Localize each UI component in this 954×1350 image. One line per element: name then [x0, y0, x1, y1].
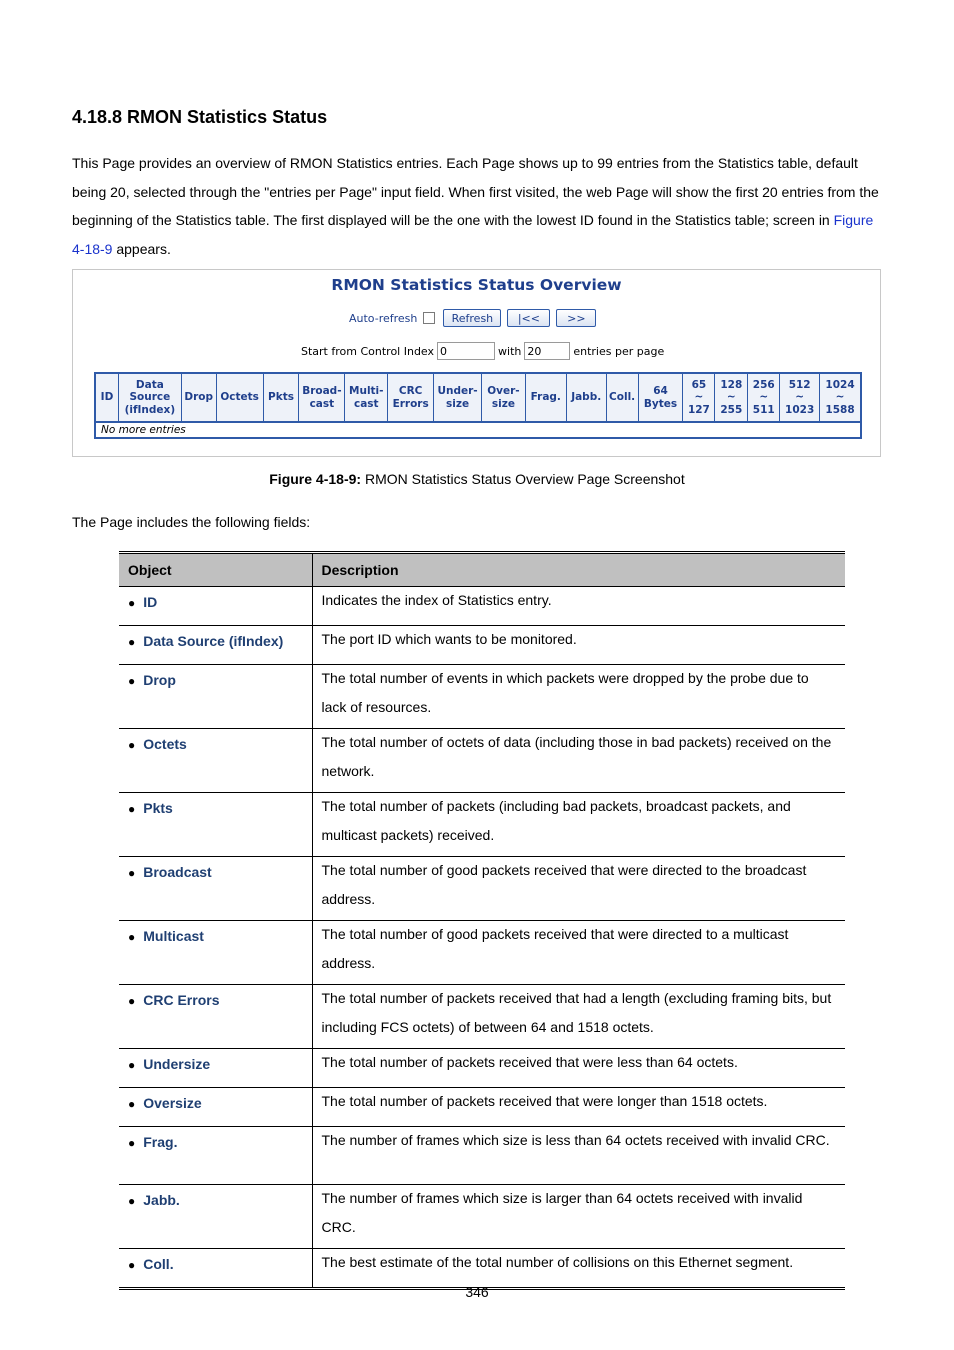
object-cell — [119, 587, 312, 626]
description-cell — [312, 857, 845, 921]
object-cell — [119, 1185, 312, 1249]
start-index-row — [301, 341, 664, 361]
empty-entries-row: No more entries — [101, 424, 186, 436]
col-drop: Drop — [182, 374, 217, 421]
object-cell — [119, 1049, 312, 1088]
description-cell — [312, 985, 845, 1049]
description-cell — [312, 1127, 845, 1185]
bullet-icon: ● — [128, 1097, 136, 1111]
next-page-button[interactable]: >> — [556, 309, 596, 327]
object-cell — [119, 1249, 312, 1289]
table-row — [119, 793, 845, 857]
description-text: The total number of events in which packets were dropped by the probe due to lack of resources. — [321, 670, 809, 715]
first-page-button[interactable]: |<< — [507, 309, 550, 327]
table-row — [119, 1088, 845, 1127]
header-description: Description — [312, 553, 845, 587]
object-name: CRC Errors — [143, 992, 220, 1008]
header-object: Object — [119, 553, 312, 587]
bullet-icon: ● — [128, 802, 136, 816]
control-row — [349, 308, 602, 328]
bullet-icon: ● — [128, 596, 136, 610]
description-text: The total number of good packets received that were directed to the broadcast address. — [321, 862, 807, 907]
description-text: The total number of packets (including bad packets, broadcast packets, and multicast packets) received. — [321, 798, 791, 843]
table-row — [119, 1185, 845, 1249]
col-512-1023: 512 ~ 1023 — [780, 374, 820, 421]
object-cell — [119, 985, 312, 1049]
description-text: The total number of packets received that were longer than 1518 octets. — [321, 1093, 768, 1109]
col-jabb: Jabb. — [567, 374, 607, 421]
table-header-row — [119, 553, 845, 587]
object-name: Undersize — [143, 1056, 211, 1072]
description-text: The total number of octets of data (including those in bad packets) received on the network. — [321, 734, 832, 779]
fields-intro: The Page includes the following fields: — [72, 514, 311, 530]
description-text: The best estimate of the total number of collisions on this Ethernet segment. — [321, 1254, 794, 1270]
col-64-bytes: 64 Bytes — [639, 374, 684, 421]
figure-title: RMON Statistics Status Overview — [331, 276, 622, 294]
col-broadcast: Broad- cast — [299, 374, 345, 421]
object-cell — [119, 921, 312, 985]
object-name: Coll. — [143, 1256, 174, 1272]
col-oversize: Over- size — [482, 374, 526, 421]
col-undersize: Under- size — [434, 374, 482, 421]
object-name: Data Source (ifIndex) — [143, 633, 284, 649]
description-cell — [312, 626, 845, 665]
caption-label: Figure 4-18-9: — [269, 471, 362, 487]
object-cell — [119, 665, 312, 729]
col-coll: Coll. — [607, 374, 639, 421]
description-cell — [312, 1049, 845, 1088]
object-name: Octets — [143, 736, 187, 752]
object-cell — [119, 729, 312, 793]
bullet-icon: ● — [128, 738, 136, 752]
fields-table — [119, 551, 845, 1290]
bullet-icon: ● — [128, 1058, 136, 1072]
description-text: The number of frames which size is less than 64 octets received with invalid CRC. — [321, 1132, 830, 1148]
auto-refresh-label: Auto-refresh — [349, 311, 418, 325]
description-cell — [312, 1185, 845, 1249]
bullet-icon: ● — [128, 635, 136, 649]
entries-per-page-label: entries per page — [573, 344, 665, 358]
description-cell — [312, 665, 845, 729]
table-row — [119, 587, 845, 626]
statistics-table — [94, 372, 862, 439]
statistics-header-row — [96, 374, 860, 423]
intro-paragraph — [72, 149, 887, 264]
auto-refresh-checkbox[interactable] — [423, 312, 435, 324]
col-id: ID — [96, 374, 119, 421]
entries-per-page-input[interactable]: 20 — [524, 342, 570, 360]
page-number: 346 — [465, 1284, 489, 1300]
table-row — [119, 729, 845, 793]
bullet-icon: ● — [128, 866, 136, 880]
figure-caption — [0, 471, 954, 487]
description-text: Indicates the index of Statistics entry. — [321, 592, 552, 608]
bullet-icon: ● — [128, 1136, 136, 1150]
object-cell — [119, 626, 312, 665]
object-name: Multicast — [143, 928, 204, 944]
object-cell — [119, 1088, 312, 1127]
bullet-icon: ● — [128, 994, 136, 1008]
description-text: The total number of packets received that had a length (excluding framing bits, but including FCS octets) of between 64 and 1518 octets. — [321, 990, 832, 1035]
description-text: The number of frames which size is larger than 64 octets received with invalid CRC. — [321, 1190, 803, 1235]
object-name: Broadcast — [143, 864, 212, 880]
bullet-icon: ● — [128, 1258, 136, 1272]
description-cell — [312, 1088, 845, 1127]
caption-text: RMON Statistics Status Overview Page Screenshot — [361, 471, 685, 487]
intro-text: This Page provides an overview of RMON Statistics entries. Each Page shows up to 99 entries from the Statistics table, default being 20, selected through the "entries per Page" input field. When first visited, the web Page will show the first 20 entries from the beginning of the Statistics table. The first displayed will be the one with the lowest ID found in the Statistics table; screen in — [72, 155, 879, 229]
col-frag: Frag. — [526, 374, 567, 421]
section-heading: 4.18.8 RMON Statistics Status — [72, 107, 328, 127]
col-pkts: Pkts — [264, 374, 300, 421]
col-256-511: 256 ~ 511 — [748, 374, 780, 421]
table-row — [119, 1127, 845, 1185]
description-cell — [312, 729, 845, 793]
bullet-icon: ● — [128, 1194, 136, 1208]
object-name: Pkts — [143, 800, 173, 816]
start-index-input[interactable]: 0 — [437, 342, 495, 360]
intro-text-end: appears. — [112, 241, 171, 258]
object-name: Jabb. — [143, 1192, 180, 1208]
col-65-127: 65 ~ 127 — [683, 374, 715, 421]
bullet-icon: ● — [128, 674, 136, 688]
col-crc-errors: CRC Errors — [388, 374, 434, 421]
description-cell — [312, 587, 845, 626]
object-name: ID — [143, 594, 158, 610]
table-row — [119, 665, 845, 729]
table-row — [119, 857, 845, 921]
table-row — [119, 985, 845, 1049]
col-128-255: 128 ~ 255 — [715, 374, 748, 421]
figure-screenshot — [72, 269, 881, 457]
start-index-label: Start from Control Index — [301, 344, 435, 358]
description-text: The total number of packets received that were less than 64 octets. — [321, 1054, 738, 1070]
table-row — [119, 1249, 845, 1289]
col-octets: Octets — [217, 374, 264, 421]
table-row — [119, 1049, 845, 1088]
bullet-icon: ● — [128, 930, 136, 944]
object-name: Oversize — [143, 1095, 202, 1111]
col-data-source: Data Source (ifIndex) — [119, 374, 182, 421]
refresh-button[interactable]: Refresh — [443, 309, 501, 327]
object-name: Frag. — [143, 1134, 178, 1150]
figure-link[interactable]: Figure 4-18-9 — [72, 212, 874, 258]
col-multicast: Multi- cast — [345, 374, 388, 421]
table-row — [119, 626, 845, 665]
description-text: The port ID which wants to be monitored. — [321, 631, 577, 647]
description-cell — [312, 1249, 845, 1289]
description-text: The total number of good packets received that were directed to a multicast address. — [321, 926, 789, 971]
object-name: Drop — [143, 672, 176, 688]
object-cell — [119, 1127, 312, 1185]
object-cell — [119, 793, 312, 857]
description-cell — [312, 921, 845, 985]
object-cell — [119, 857, 312, 921]
col-1024-1588: 1024 ~ 1588 — [820, 374, 860, 421]
with-label: with — [498, 344, 522, 358]
description-cell — [312, 793, 845, 857]
table-row — [119, 921, 845, 985]
